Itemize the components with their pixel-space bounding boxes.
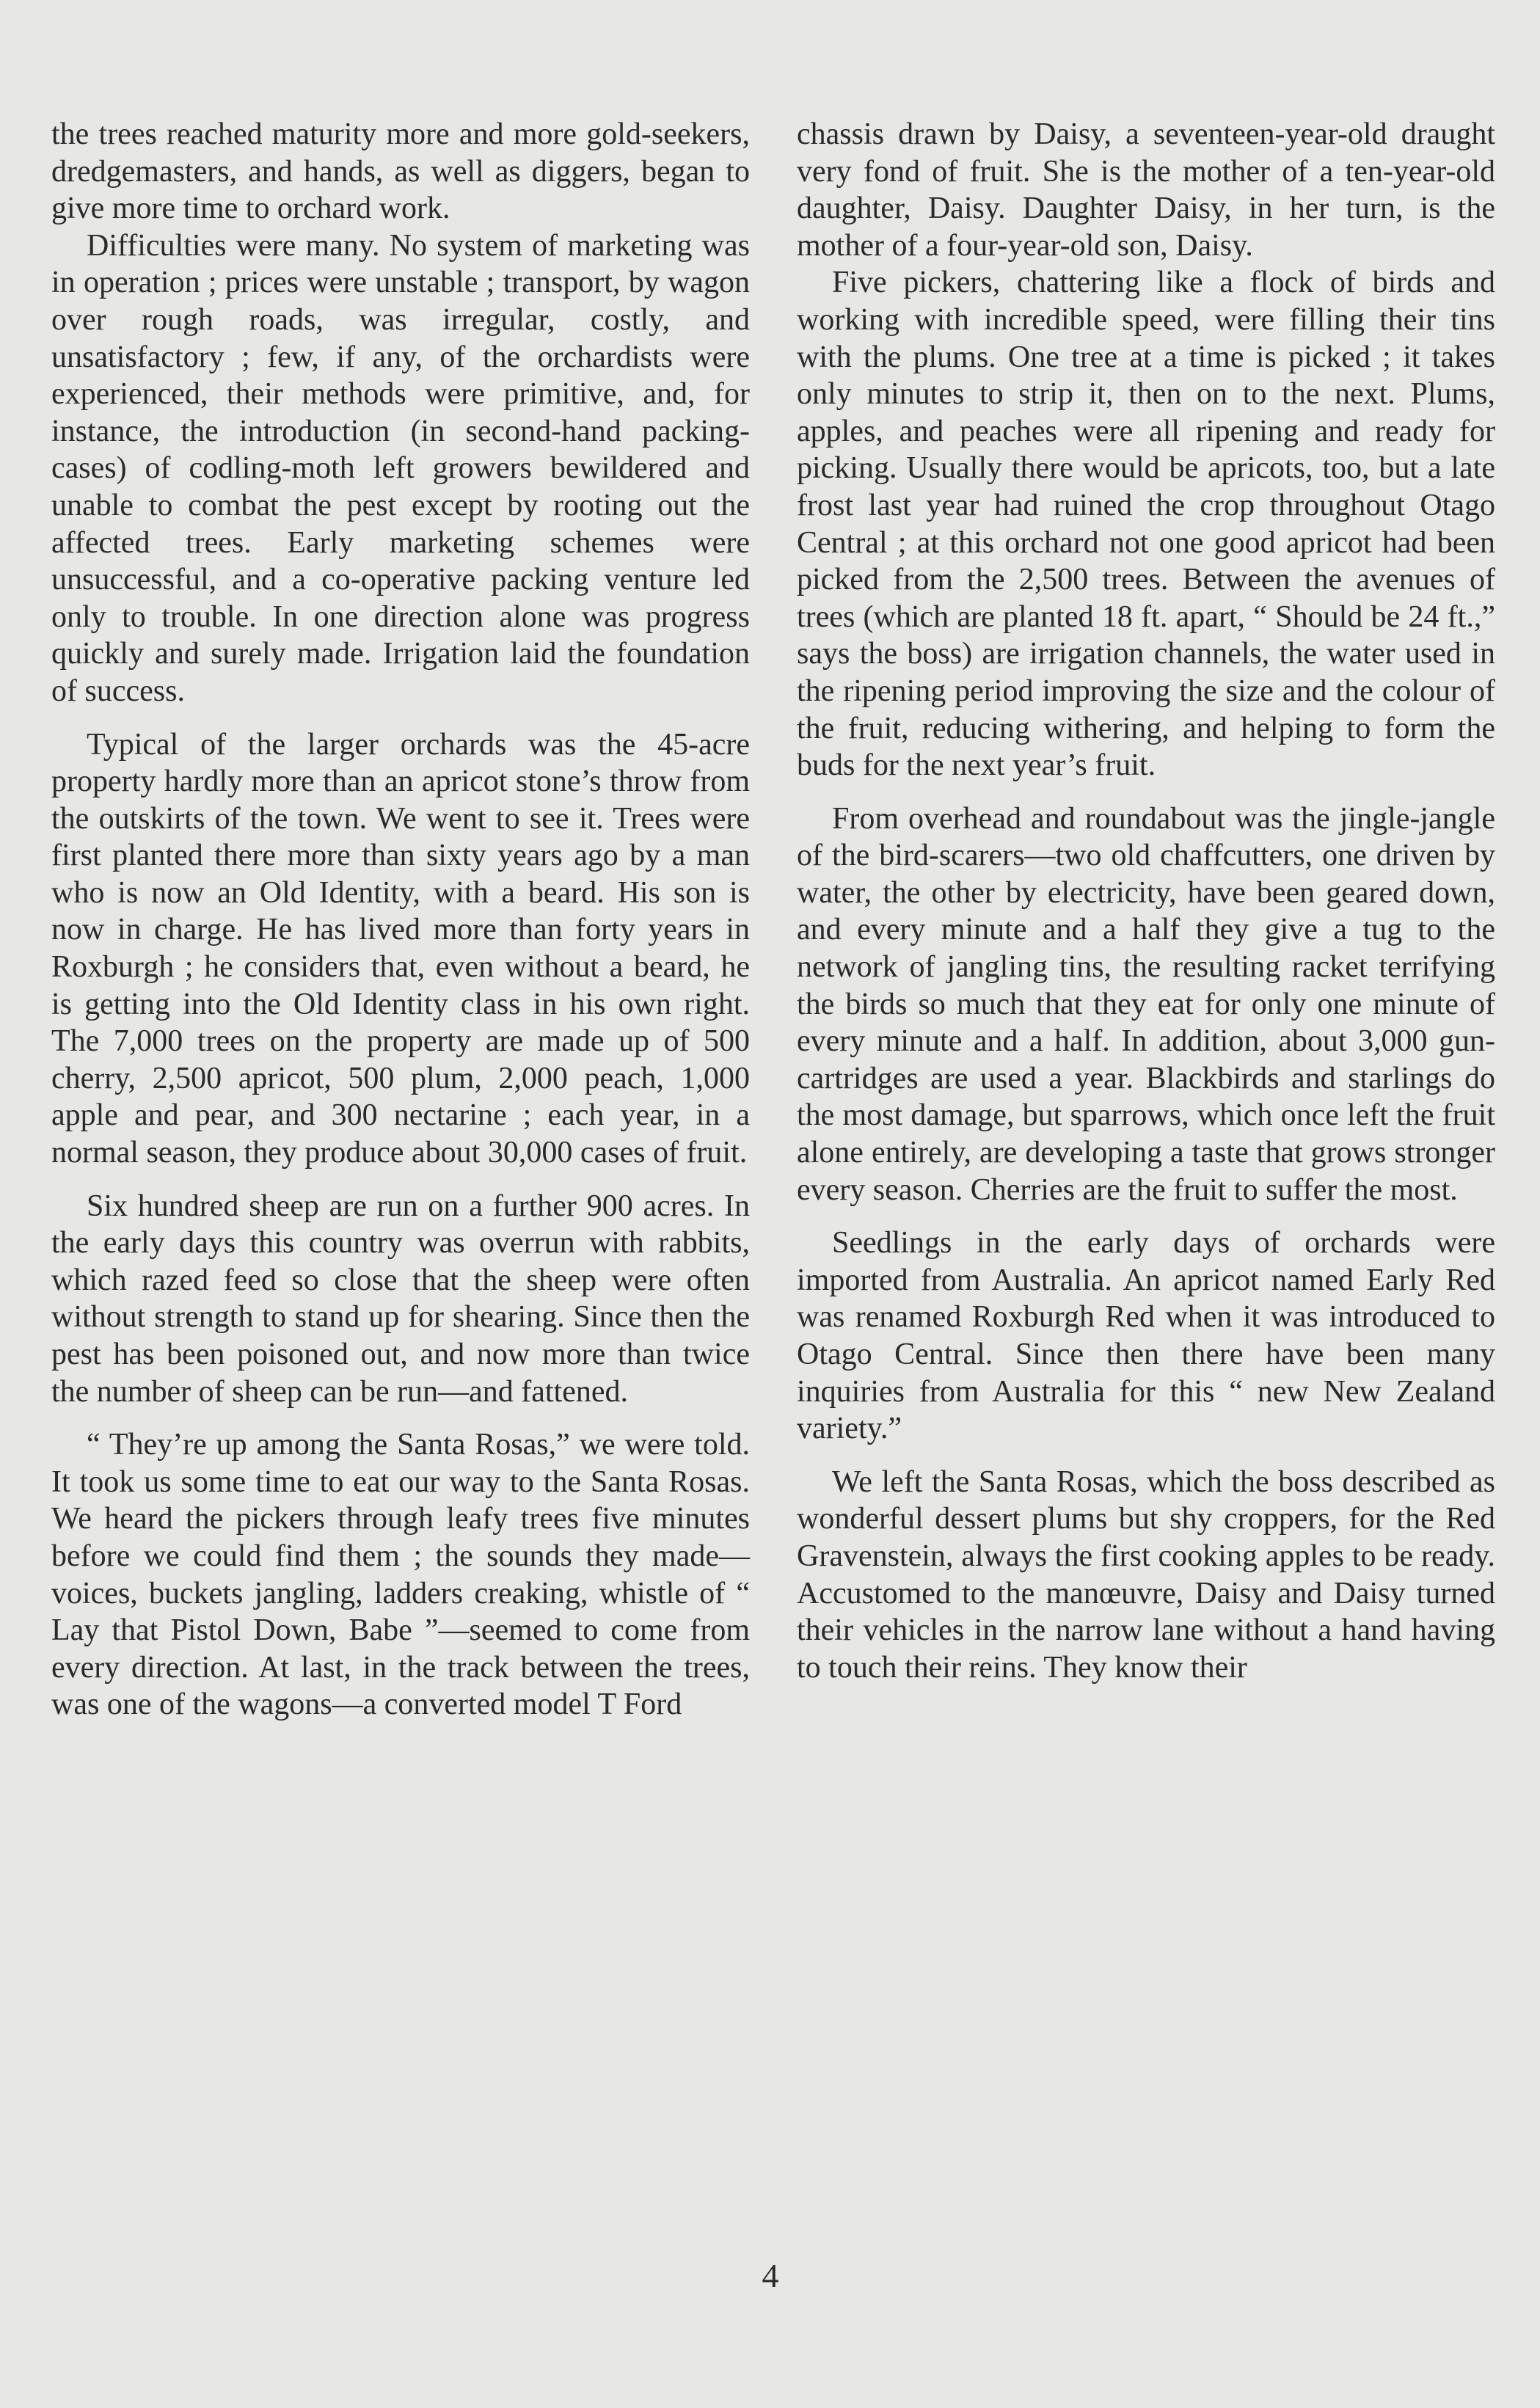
paragraph: Seedlings in the early days of orchards were imported from Australia. An apricot named Early Red was renamed Roxburgh Red when it was introduced to Otago Central. Since then there have been many inquiries from Australia for this “ new New Zealand variety.” [797, 1226, 1495, 1446]
paragraph: Five pickers, chattering like a flock of birds and working with incredible speed, were filling their tins with the plums. One tree at a time is picked ; it takes only minutes to strip it, then on to the next. Plums, apples, and peaches were all ripening and ready for picking. Usually there would be apricots, too, but a late frost last year had ruined the crop throughout Otago Central ; at this orchard not one good apricot had been picked from the 2,500 trees. Between the avenues of trees (which are planted 18 ft. apart, “ Should be 24 ft.,” says the boss) are irrigation channels, the water used in the ripening period improving the size and the colour of the fruit, reducing withering, and helping to form the buds for the next year’s fruit. [797, 266, 1495, 783]
paragraph: “ They’re up among the Santa Rosas,” we were told. It took us some time to eat our way to the Santa Rosas. We heard the pickers through leafy trees five minutes before we could find them ; the sounds they made—voices, buckets jangling, ladders creaking, whistle of “ Lay that Pistol Down, Babe ”—seemed to come from every direction. At last, in the track between the trees, was one of the wagons—a converted model T Ford [51, 1428, 750, 1722]
paragraph: Difficulties were many. No system of marketing was in operation ; prices were unstable ; transport, by wagon over rough roads, was irregular, costly, and unsatisfactory ; few, if any, of the orchardists were experienced, their methods were primitive, and, for instance, the introduction (in second-hand packing-cases) of codling-moth left growers bewildered and unable to combat the pest except by rooting out the affected trees. Early marketing schemes were unsuccessful, and a co-operative packing venture led only to trouble. In one direction alone was progress quickly and surely made. Irrigation laid the foundation of success. [51, 228, 750, 708]
paragraph: the trees reached maturity more and more gold-seekers, dredgemasters, and hands, as well as diggers, began to give more time to orchard work. [51, 117, 750, 226]
paragraph: We left the Santa Rosas, which the boss described as wonderful dessert plums but shy croppers, for the Red Gravenstein, always the first cooking apples to be ready. Accustomed to the manœuvre, Daisy and Daisy turned their vehicles in the narrow lane without a hand having to touch their reins. They know their [797, 1464, 1495, 1685]
right-column [797, 116, 1495, 1686]
paragraph: From overhead and roundabout was the jingle-jangle of the bird-scarers—two old chaffcutters, one driven by water, the other by electricity, have been geared down, and every minute and a half they give a tug to the network of jangling tins, the resulting racket terrifying the birds so much that they eat for only one minute of every minute and a half. In addition, about 3,000 gun-cartridges are used a year. Blackbirds and starlings do the most damage, but sparrows, which once left the fruit alone entirely, are developing a taste that grows stronger every season. Cherries are the fruit to suffer the most. [797, 801, 1495, 1207]
paragraph: Typical of the larger orchards was the 45-acre property hardly more than an apricot stone’s throw from the outskirts of the town. We went to see it. Trees were first planted there more than sixty years ago by a man who is now an Old Identity, with a beard. His son is now in charge. He has lived more than forty years in Roxburgh ; he considers that, even without a beard, he is getting into the Old Identity class in his own right. The 7,000 trees on the property are made up of 500 cherry, 2,500 apricot, 500 plum, 2,000 peach, 1,000 apple and pear, and 300 nectarine ; each year, in a normal season, they produce about 30,000 cases of fruit. [51, 727, 750, 1170]
paragraph: chassis drawn by Daisy, a seventeen-year-old draught very fond of fruit. She is the mother of a ten-year-old daughter, Daisy. Daughter Daisy, in her turn, is the mother of a four-year-old son, Daisy. [797, 117, 1495, 263]
left-column [51, 116, 750, 1723]
page-number: 4 [762, 2257, 779, 2294]
paragraph: Six hundred sheep are run on a further 900 acres. In the early days this country was overrun with rabbits, which razed feed so close that the sheep were often without strength to stand up for shearing. Since then the pest has been poisoned out, and now more than twice the number of sheep can be run—and fattened. [51, 1189, 750, 1409]
